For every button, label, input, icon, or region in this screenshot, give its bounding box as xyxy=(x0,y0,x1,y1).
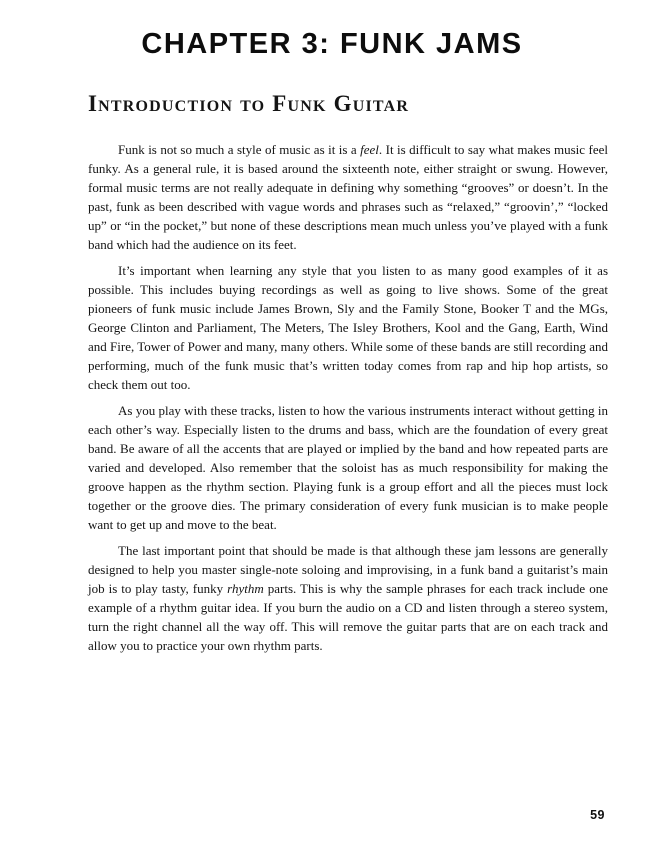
page-number: 59 xyxy=(590,808,605,822)
text-segment: . It is difficult to say what makes music feel funky. As a general rule, it is based around the sixteenth note, either straight or swung. However, formal music terms are not really adequate in defining why something “grooves” or doesn’t. In the past, funk as been described with vague words and phrases such as “relaxed,” “groovin’,” “locked up” or “in the pocket,” but none of these descriptions mean much unless you’ve played with a funk band which had the audience on its feet. xyxy=(88,142,609,252)
text-segment: parts. This is why the sample phrases for each track include one example of a rhythm guitar idea. If you burn the audio on a CD and listen through a stereo system, turn the right channel all the way off. This will remove the guitar parts that are on each track and allow you to practice your own rhythm parts. xyxy=(88,581,608,653)
paragraph xyxy=(88,261,608,394)
paragraph xyxy=(88,401,608,534)
text-segment: Funk is not so much a style of music as it is a xyxy=(118,142,361,157)
text-segment: The last important point that should be made is that although these jam lessons are generally designed to help you master single-note soloing and improvising, in a funk band a guitarist’s main job is to play tasty, funky xyxy=(88,543,608,596)
italic-text: feel xyxy=(360,142,379,157)
section-title: Introduction to Funk Guitar xyxy=(88,91,410,116)
chapter-title: CHAPTER 3: FUNK JAMS xyxy=(141,28,523,60)
paragraph xyxy=(88,140,608,254)
italic-text: rhythm xyxy=(227,581,264,596)
text-segment: It’s important when learning any style that you listen to as many good examples of it as possible. This includes buying recordings as well as going to live shows. Some of the great pioneers of funk music include James Brown, Sly and the Family Stone, Booker T and the MGs, George Clinton and Parliament, The Meters, The Isley Brothers, Kool and the Gang, Earth, Wind and Fire, Tower of Power and many, many others. While some of these bands are still recording and performing, much of the funk music that’s written today comes from rap and hip hop artists, so check them out too. xyxy=(88,263,608,392)
body-text xyxy=(88,140,608,655)
paragraph xyxy=(88,541,608,655)
text-segment: As you play with these tracks, listen to how the various instruments interact without getting in each other’s way. Especially listen to the drums and bass, which are the foundation of every great band. Be aware of all the accents that are played or implied by the band and how repeated parts are varied and developed. Also remember that the soloist has as much responsibility for making the groove happen as the rhythm section. Playing funk is a group effort and all the pieces must lock together or the groove dies. The primary consideration of every funk musician is to make people want to get up and move to the beat. xyxy=(88,403,608,532)
